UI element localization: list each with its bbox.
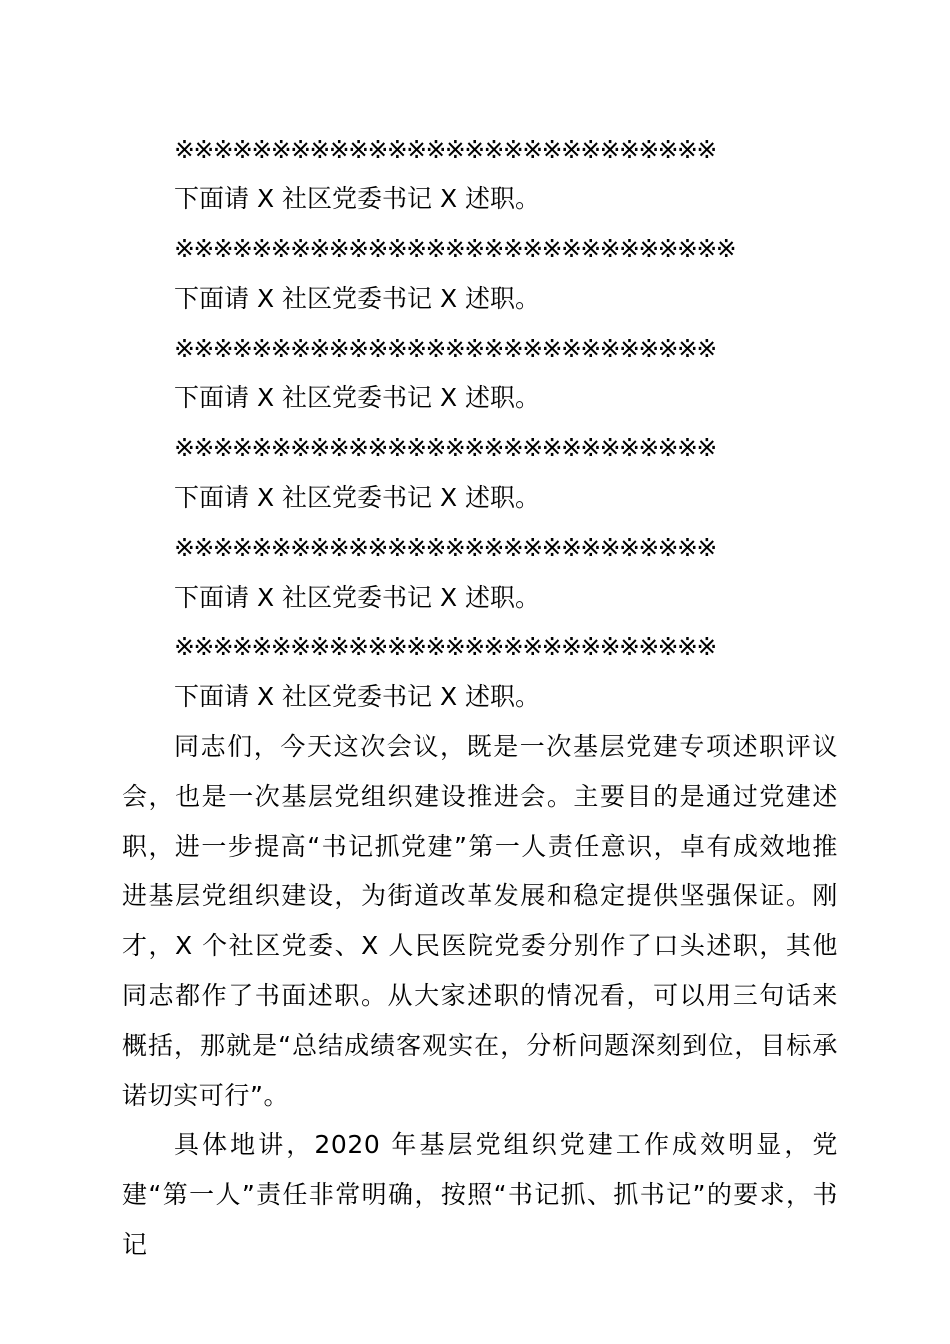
speaker-intro-line: 下面请 X 社区党委书记 X 述职。 bbox=[174, 483, 541, 512]
separator-line: ※※※※※※※※※※※※※※※※※※※※※※※※※※※※ bbox=[174, 135, 716, 164]
body-paragraph: 具体地讲，2020 年基层党组织党建工作成效明显，党建“第一人”责任非常明确，按照“书记抓、抓书记”的要求，书记 bbox=[122, 1130, 838, 1259]
separator-line: ※※※※※※※※※※※※※※※※※※※※※※※※※※※※ bbox=[174, 533, 716, 562]
speaker-intro-line: 下面请 X 社区党委书记 X 述职。 bbox=[174, 184, 541, 213]
speaker-intro-line: 下面请 X 社区党委书记 X 述职。 bbox=[174, 284, 541, 313]
speaker-intro-line: 下面请 X 社区党委书记 X 述职。 bbox=[174, 383, 541, 412]
speaker-intro-line: 下面请 X 社区党委书记 X 述职。 bbox=[174, 583, 541, 612]
body-paragraph: 同志们，今天这次会议，既是一次基层党建专项述职评议会，也是一次基层党组织建设推进会。主要目的是通过党建述职，进一步提高“书记抓党建”第一人责任意识，卓有成效地推进基层党组织建设，为街道改革发展和稳定提供坚强保证。刚才，X 个社区党委、X 人民医院党委分别作了口头述职，其他同志都作了书面述职。从大家述职的情况看，可以用三句话来概括，那就是“总结成绩客观实在，分析问题深刻到位，目标承诺切实可行”。 bbox=[122, 732, 838, 1110]
separator-line: ※※※※※※※※※※※※※※※※※※※※※※※※※※※※ bbox=[174, 334, 716, 363]
separator-line: ※※※※※※※※※※※※※※※※※※※※※※※※※※※※ bbox=[174, 632, 716, 661]
speaker-intro-line: 下面请 X 社区党委书记 X 述职。 bbox=[174, 682, 541, 711]
separator-line: ※※※※※※※※※※※※※※※※※※※※※※※※※※※※※ bbox=[174, 234, 736, 263]
separator-line: ※※※※※※※※※※※※※※※※※※※※※※※※※※※※ bbox=[174, 433, 716, 462]
